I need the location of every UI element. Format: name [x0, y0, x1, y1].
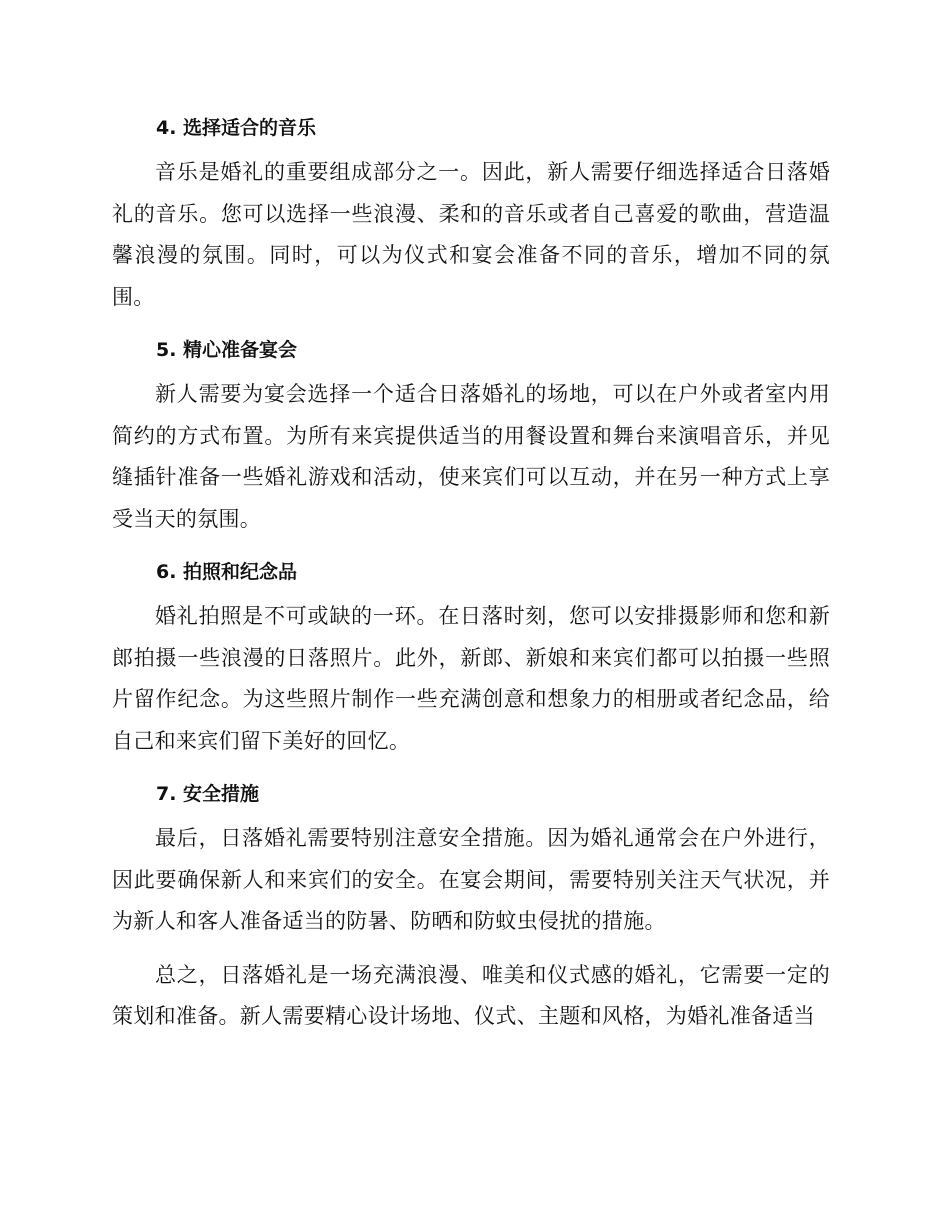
- section-heading-music: 4. 选择适合的音乐: [156, 117, 317, 139]
- section-paragraph-banquet: 新人需要为宴会选择一个适合日落婚礼的场地，可以在户外或者室内用简约的方式布置。为所有来宾提供适当的用餐设置和舞台来演唱音乐，并见缝插针准备一些婚礼游戏和活动，使来宾们可以互动，并在另一种方式上享受当天的氛围。: [112, 382, 830, 531]
- section-paragraph-photos: 婚礼拍照是不可或缺的一环。在日落时刻，您可以安排摄影师和您和新郎拍摄一些浪漫的日落照片。此外，新郎、新娘和来宾们都可以拍摄一些照片留作纪念。为这些照片制作一些充满创意和想象力的相册或者纪念品，给自己和来宾们留下美好的回忆。: [112, 604, 830, 753]
- section-paragraph-music: 音乐是婚礼的重要组成部分之一。因此，新人需要仔细选择适合日落婚礼的音乐。您可以选择一些浪漫、柔和的音乐或者自己喜爱的歌曲，营造温馨浪漫的氛围。同时，可以为仪式和宴会准备不同的音乐，增加不同的氛围。: [112, 160, 830, 309]
- section-heading-banquet: 5. 精心准备宴会: [156, 339, 298, 361]
- section-paragraph-safety: 最后，日落婚礼需要特别注意安全措施。因为婚礼通常会在户外进行，因此要确保新人和来宾们的安全。在宴会期间，需要特别关注天气状况，并为新人和客人准备适当的防暑、防晒和防蚊虫侵扰的措施。: [112, 826, 830, 933]
- section-heading-safety: 7. 安全措施: [156, 783, 260, 805]
- conclusion-paragraph: 总之，日落婚礼是一场充满浪漫、唯美和仪式感的婚礼，它需要一定的策划和准备。新人需要精心设计场地、仪式、主题和风格，为婚礼准备适当: [112, 962, 830, 1028]
- document-body: [112, 108, 830, 1050]
- section-heading-photos: 6. 拍照和纪念品: [156, 561, 298, 583]
